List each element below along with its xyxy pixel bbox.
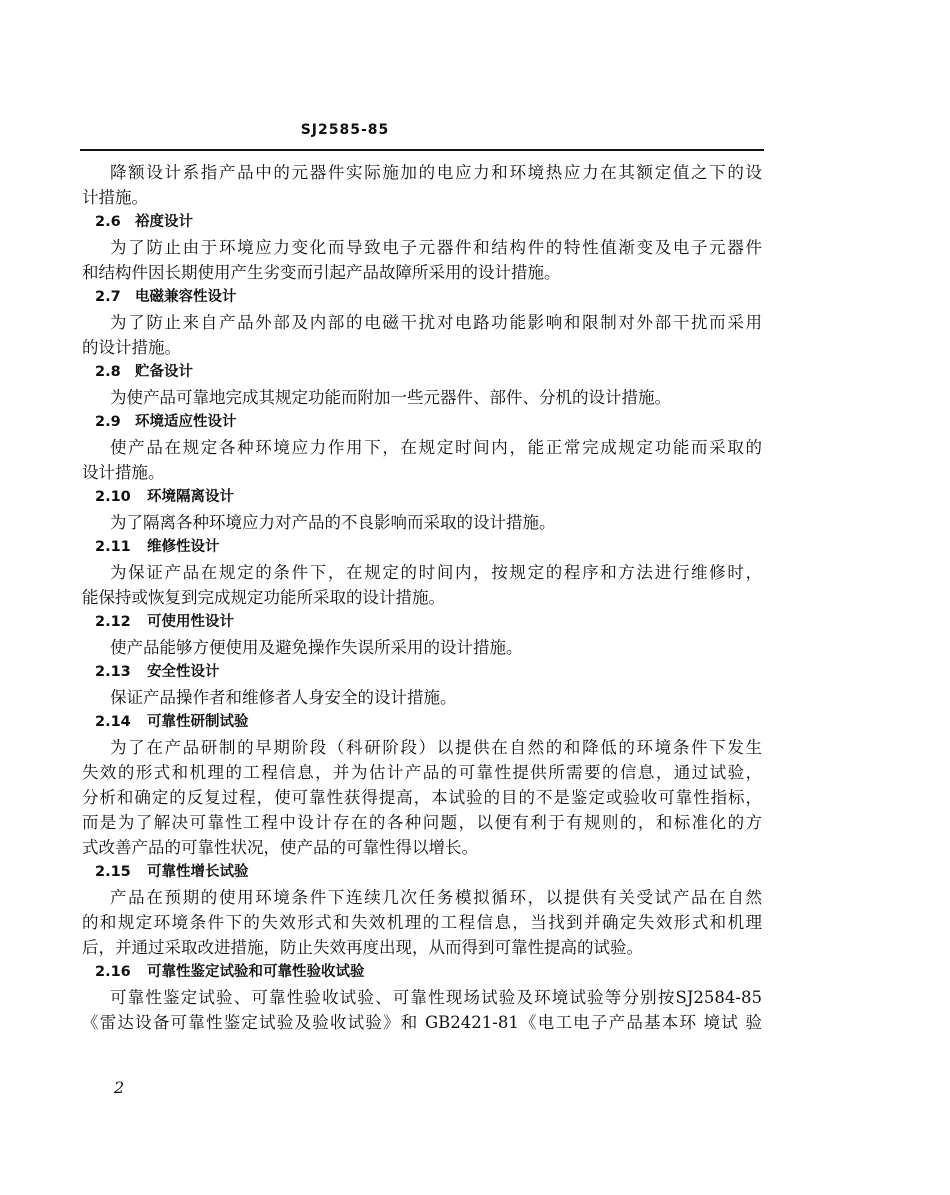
paragraph-line: 为了隔离各种环境应力对产品的不良影响而采取的设计措施。 [110,513,556,532]
paragraph-line: 为了防止由于环境应力变化而导致电子元器件和结构件的特性值渐变及电子元器件 [110,238,762,257]
paragraph-line: 分析和确定的反复过程，使可靠性获得提高，本试验的目的不是鉴定或验收可靠性指标， [82,788,762,807]
section-heading [82,860,762,885]
paragraph-line: 后，并通过采取改进措施，防止失效再度出现，从而得到可靠性提高的试验。 [82,938,643,957]
section-heading [82,535,762,560]
standard-code-header: SJ2585-85 [300,122,390,138]
section-number: 2.14 [95,714,131,730]
paragraph-line: 的设计措施。 [82,338,181,357]
section-title: 可使用性设计 [147,614,234,630]
section-number: 2.15 [95,864,131,880]
section-number: 2.7 [95,289,121,305]
paragraph-line: 产品在预期的使用环境条件下连续几次任务模拟循环，以提供有关受试产品在自然 [110,888,762,907]
page-number: 2 [114,1078,125,1097]
document-body [82,160,762,1035]
section-title: 维修性设计 [147,539,220,555]
paragraph-line: 可靠性鉴定试验、可靠性验收试验、可靠性现场试验及环境试验等分别按SJ2584-85 [110,988,762,1007]
section-heading [82,285,762,310]
section-number: 2.8 [95,364,121,380]
section-title: 电磁兼容性设计 [135,289,237,305]
section-number: 2.11 [95,539,131,555]
section-title: 可靠性增长试验 [147,864,249,880]
section-title: 贮备设计 [135,364,193,380]
paragraph-line: 而是为了解决可靠性工程中设计存在的各种问题，以便有利于有规则的，和标准化的方 [82,813,762,832]
section-number: 2.12 [95,614,131,630]
section-number: 2.10 [95,489,131,505]
paragraph-line: 使产品在规定各种环境应力作用下，在规定时间内，能正常完成规定功能而采取的 [110,438,762,457]
section-number: 2.16 [95,964,131,980]
section-number: 2.9 [95,414,121,430]
paragraph-line: 保证产品操作者和维修者人身安全的设计措施。 [110,688,457,707]
section-title: 裕度设计 [135,214,193,230]
section-heading [82,360,762,385]
paragraph-line: 失效的形式和机理的工程信息，并为估计产品的可靠性提供所需要的信息，通过试验， [82,763,762,782]
paragraph-line: 设计措施。 [82,463,165,482]
section-title: 可靠性研制试验 [147,714,249,730]
paragraph-line: 为保证产品在规定的条件下，在规定的时间内，按规定的程序和方法进行维修时， [110,563,762,582]
section-title: 环境隔离设计 [147,489,234,505]
section-heading [82,960,762,985]
paragraph-line: 的和规定环境条件下的失效形式和失效机理的工程信息，当找到并确定失效形式和机理 [82,913,762,932]
paragraph-line: 为使产品可靠地完成其规定功能而附加一些元器件、部件、分机的设计措施。 [110,388,671,407]
section-heading [82,210,762,235]
paragraph-line: 能保持或恢复到完成规定功能所采取的设计措施。 [82,588,445,607]
section-heading [82,485,762,510]
paragraph-line: 为了防止来自产品外部及内部的电磁干扰对电路功能影响和限制对外部干扰而采用 [110,313,762,332]
section-heading [82,410,762,435]
paragraph-line: 式改善产品的可靠性状况，使产品的可靠性得以增长。 [82,838,478,857]
section-heading [82,660,762,685]
section-title: 可靠性鉴定试验和可靠性验收试验 [147,964,365,980]
intro-line: 降额设计系指产品中的元器件实际施加的电应力和环境热应力在其额定值之下的设 [110,163,762,182]
paragraph-line: 和结构件因长期使用产生劣变而引起产品故障所采用的设计措施。 [82,263,561,282]
intro-line: 计措施。 [82,188,148,207]
section-number: 2.6 [95,214,121,230]
section-heading [82,710,762,735]
section-heading [82,610,762,635]
section-title: 环境适应性设计 [135,414,237,430]
paragraph-line: 使产品能够方便使用及避免操作失误所采用的设计措施。 [110,638,523,657]
section-number: 2.13 [95,664,131,680]
header-rule [80,149,764,151]
paragraph-line: 为了在产品研制的早期阶段（科研阶段）以提供在自然的和降低的环境条件下发生 [110,738,762,757]
paragraph-line: 《雷达设备可靠性鉴定试验及验收试验》和 GB2421-81《电工电子产品基本环 境试 验 [82,1013,762,1032]
section-title: 安全性设计 [147,664,220,680]
